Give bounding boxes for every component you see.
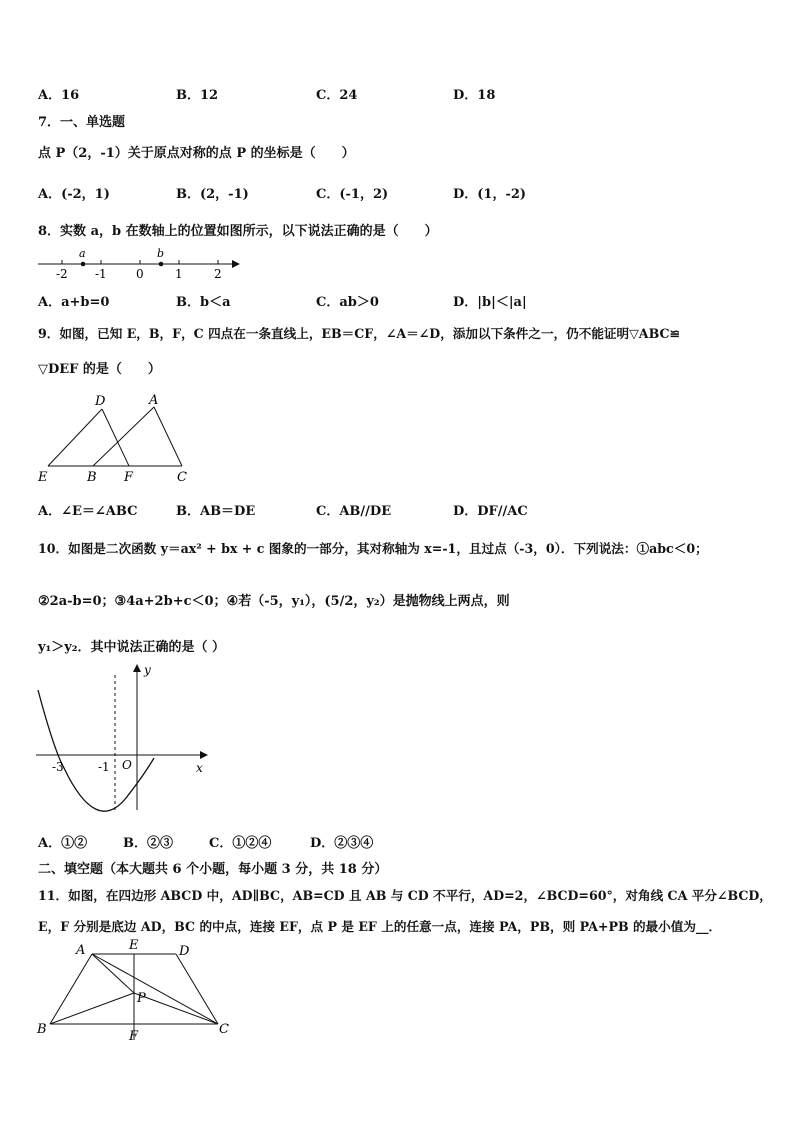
q8-option-b: B．b＜a	[176, 295, 231, 310]
q7-stem: 点 P（2，-1）关于原点对称的点 P 的坐标是（ ）	[38, 146, 355, 161]
q10-label-y: y	[144, 663, 151, 677]
q8-label-a: a	[79, 247, 86, 260]
q8-stem: 8．实数 a，b 在数轴上的位置如图所示，以下说法正确的是（ ）	[38, 224, 438, 239]
q9-option-a: A．∠E＝∠ABC	[38, 504, 138, 519]
q11-label-p: P	[137, 991, 146, 1006]
q9-label-f: F	[124, 470, 134, 485]
q8-option-a: A．a+b=0	[38, 295, 110, 310]
q7-option-d: D．(1，-2)	[453, 187, 527, 202]
q9-stem-line2: ▽DEF 的是（ ）	[38, 362, 161, 377]
q8-point-b	[159, 262, 164, 267]
q9-label-e: E	[38, 470, 48, 485]
q10-option-a: A．①②	[38, 836, 88, 851]
q7-option-b: B．(2，-1)	[176, 187, 249, 202]
q8-tick-0: 0	[136, 267, 144, 281]
q9-label-d: D	[95, 394, 106, 409]
q10-option-b: B．②③	[123, 836, 173, 851]
q10-option-c: C．①②④	[209, 836, 272, 851]
q8-option-d: D．|b|＜|a|	[453, 295, 527, 310]
q8-tick-2: 2	[214, 267, 222, 281]
q11-label-b: B	[37, 1022, 47, 1037]
q9-option-b: B．AB＝DE	[176, 504, 256, 519]
q9-stem-line1: 9．如图，已知 E，B，F，C 四点在一条直线上，EB＝CF，∠A＝∠D，添加以下条件之一，仍不能证明▽ABC≌	[38, 326, 681, 341]
q10-label-m1: -1	[98, 760, 110, 774]
q8-point-a	[81, 262, 86, 267]
q6-option-c: C．24	[316, 88, 358, 103]
q9-label-a: A	[149, 393, 159, 408]
section2-heading: 二、填空题（本大题共 6 个小题，每小题 3 分，共 18 分）	[38, 862, 388, 877]
q8-number-line	[36, 244, 240, 284]
q8-tick-m2: -2	[56, 267, 68, 281]
q10-stem-line3: y₁＞y₂．其中说法正确的是（ ）	[38, 640, 226, 655]
q11-label-a: A	[76, 943, 86, 958]
q9-option-c: C．AB//DE	[316, 504, 392, 519]
q11-label-e: E	[129, 938, 139, 953]
q11-label-c: C	[219, 1022, 229, 1037]
q6-option-d: D．18	[453, 88, 496, 103]
q8-tick-m1: -1	[95, 267, 107, 281]
q9-triangle-figure	[34, 392, 194, 488]
q10-option-d: D．②③④	[310, 836, 374, 851]
q10-parabola-graph	[36, 660, 216, 820]
q8-label-b: b	[157, 247, 165, 260]
q11-trapezoid-figure	[34, 938, 234, 1044]
q10-stem-line1: 10．如图是二次函数 y＝ax² + bx + c 图象的一部分，其对称轴为 x=-1，且过点（-3，0）．下列说法：①abc＜0；	[38, 541, 708, 556]
q10-label-x: x	[196, 761, 203, 775]
q11-label-d: D	[179, 944, 190, 959]
q11-stem-line2: E，F 分别是底边 AD，BC 的中点，连接 EF，点 P 是 EF 上的任意一点，连接 PA，PB，则 PA+PB 的最小值为__．	[38, 919, 722, 934]
q7-option-c: C．(-1，2)	[316, 187, 389, 202]
q7-option-a: A．(-2，1)	[38, 187, 110, 202]
q11-stem-line1: 11．如图，在四边形 ABCD 中，AD∥BC，AB=CD 且 AB 与 CD 不平行，AD=2，∠BCD=60°，对角线 CA 平分∠BCD，	[38, 888, 772, 903]
q7-heading: 7．一、单选题	[38, 115, 126, 130]
q8-option-c: C．ab＞0	[316, 295, 379, 310]
q9-label-c: C	[177, 470, 187, 485]
q6-option-b: B．12	[176, 88, 219, 103]
q9-option-d: D．DF//AC	[453, 504, 528, 519]
q8-tick-1: 1	[175, 267, 183, 281]
q10-label-origin: O	[122, 758, 132, 772]
q10-label-m3: -3	[52, 760, 64, 774]
q10-stem-line2: ②2a-b=0；③4a+2b+c＜0；④若（-5，y₁），(5/2，y₂）是抛物线上两点，则	[38, 594, 510, 609]
q6-option-a: A．16	[38, 88, 80, 103]
q9-label-b: B	[87, 470, 97, 485]
q11-label-f: F	[129, 1029, 139, 1044]
